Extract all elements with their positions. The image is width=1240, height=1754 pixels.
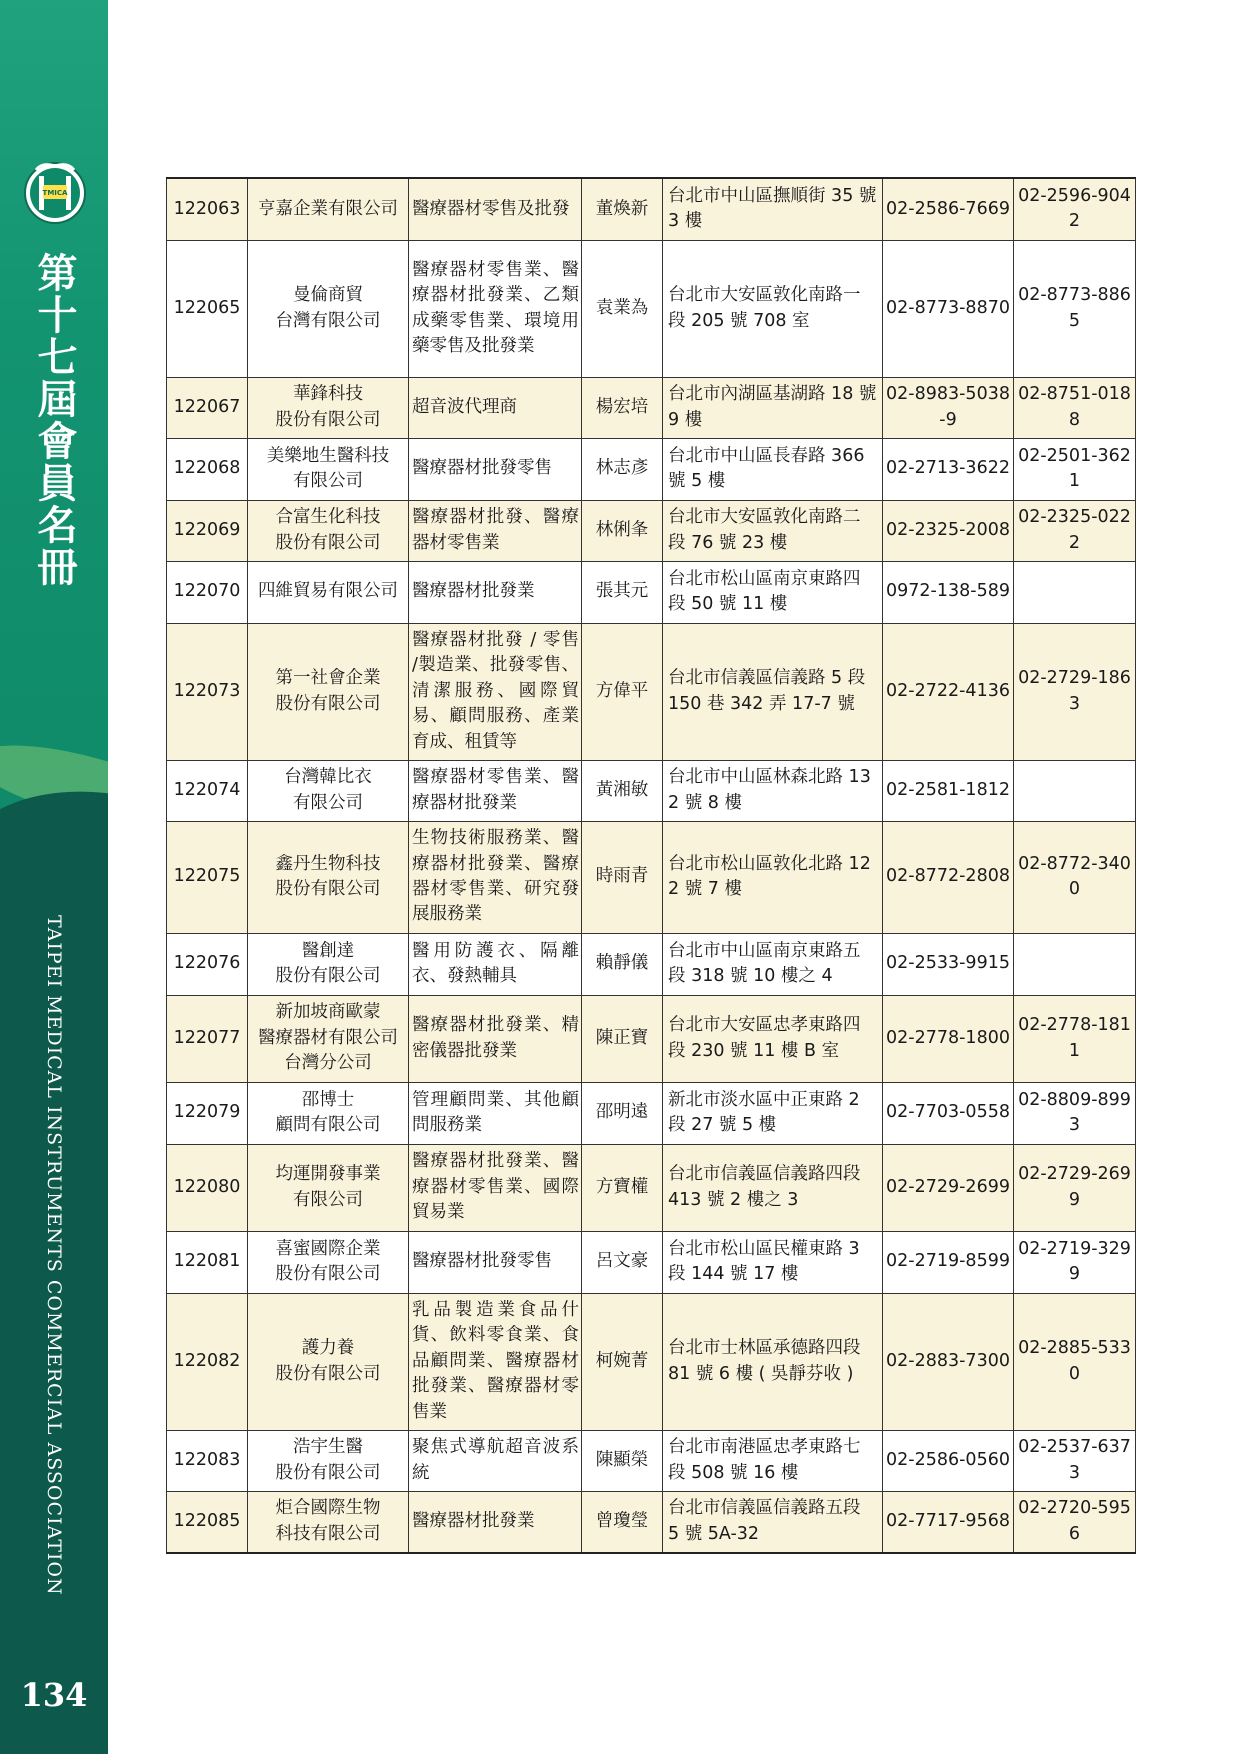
representative: 方偉平 [595,680,649,701]
member-id-cell [167,240,248,377]
fax-number: 02-2885-5330 [1018,1338,1131,1384]
address-cell [663,240,883,377]
roster-title: 第十七屆會員名冊 [31,252,78,588]
business-scope: 醫療器材批發業 [412,581,535,602]
fax-number-cell [1014,1231,1136,1293]
representative: 呂文豪 [595,1251,649,1272]
company-name-cell [248,623,409,760]
member-id-cell [167,178,248,240]
member-id-cell [167,933,248,995]
representative-cell [582,1231,663,1293]
phone-number: 02-8983-5038-9 [886,384,1010,430]
phone-number: 02-2586-7669 [886,198,1010,219]
phone-number: 02-2325-2008 [886,519,1010,540]
fax-number: 02-2501-3621 [1018,445,1131,491]
fax-number: 02-2325-0222 [1018,507,1131,553]
page-number: 134 [20,1676,88,1714]
business-scope-cell [409,995,582,1082]
company-name-cell [248,1491,409,1553]
business-scope: 超音波代理商 [412,396,517,417]
member-id: 122073 [173,680,241,701]
representative-cell [582,500,663,561]
member-id: 122074 [173,779,241,800]
company-name-cell [248,500,409,561]
member-id-cell [167,623,248,760]
phone-number-cell [883,377,1014,438]
fax-number: 02-2729-1863 [1018,668,1131,714]
business-scope: 醫療器材零售業、醫療器材批發業 [412,767,579,813]
fax-number-cell [1014,821,1136,933]
representative-cell [582,760,663,821]
table-row [167,1231,1136,1293]
representative: 賴靜儀 [595,953,649,974]
address: 台北市大安區敦化南路一段 205 號 708 室 [668,285,861,331]
business-scope-cell [409,1082,582,1144]
business-scope: 醫療器材批發、醫療器材零售業 [412,507,579,553]
address-cell [663,1293,883,1430]
phone-number: 02-7717-9568 [886,1511,1010,1532]
fax-number-cell [1014,623,1136,760]
fax-number: 02-8809-8993 [1018,1089,1131,1135]
phone-number: 02-2729-2699 [886,1176,1010,1197]
address-cell [663,623,883,760]
member-id-cell [167,1144,248,1231]
fax-number-cell [1014,240,1136,377]
fax-number-cell [1014,1082,1136,1144]
company-name-cell [248,1231,409,1293]
representative-cell [582,1491,663,1553]
member-id-cell [167,1231,248,1293]
member-rows [167,178,1136,1553]
business-scope-cell [409,178,582,240]
address-cell [663,760,883,821]
member-id-cell [167,995,248,1082]
business-scope-cell [409,1293,582,1430]
fax-number: 02-2537-6373 [1018,1437,1131,1483]
address: 台北市南港區忠孝東路七段 508 號 16 樓 [668,1437,861,1483]
member-id: 122069 [173,519,241,540]
member-id: 122075 [173,866,241,887]
company-name: 台灣韓比衣 有限公司 [284,767,372,813]
address-cell [663,561,883,623]
fax-number-cell [1014,500,1136,561]
phone-number-cell [883,1491,1014,1553]
fax-number-cell [1014,561,1136,623]
representative-cell [582,1144,663,1231]
member-id-cell [167,377,248,438]
address: 台北市松山區南京東路四段 50 號 11 樓 [668,568,861,614]
sidebar [0,0,108,1754]
address: 台北市中山區林森北路 132 號 8 樓 [668,767,871,813]
fax-number: 02-8772-3400 [1018,853,1131,899]
address-cell [663,1491,883,1553]
address: 台北市大安區忠孝東路四段 230 號 11 樓 B 室 [668,1015,861,1061]
company-name: 合富生化科技 股份有限公司 [275,507,381,553]
member-id-cell [167,821,248,933]
company-name-cell [248,438,409,500]
address: 台北市信義區信義路四段 413 號 2 樓之 3 [668,1164,861,1210]
member-id: 122079 [173,1102,241,1123]
member-id: 122081 [173,1251,241,1272]
business-scope-cell [409,623,582,760]
fax-number-cell [1014,760,1136,821]
phone-number: 0972-138-589 [886,581,1010,602]
phone-number: 02-7703-0558 [886,1102,1010,1123]
business-scope: 醫療器材批發業、精密儀器批發業 [412,1015,579,1061]
member-id: 122065 [173,297,241,318]
table-row [167,377,1136,438]
address: 台北市中山區長春路 366 號 5 樓 [668,445,865,491]
fax-number: 02-2719-3299 [1018,1238,1131,1284]
fax-number: 02-2596-9042 [1018,185,1131,232]
representative: 張其元 [595,581,649,602]
representative-cell [582,1430,663,1491]
address: 台北市中山區南京東路五段 318 號 10 樓之 4 [668,940,861,986]
phone-number: 02-2883-7300 [886,1350,1010,1371]
fax-number-cell [1014,438,1136,500]
company-name: 美樂地生醫科技 有限公司 [266,445,390,491]
company-name-cell [248,821,409,933]
fax-number: 02-2729-2699 [1018,1164,1131,1210]
address-cell [663,178,883,240]
representative: 董煥新 [595,198,649,219]
table-row [167,760,1136,821]
representative: 林俐夆 [595,519,649,540]
phone-number-cell [883,1293,1014,1430]
company-name: 醫創達 股份有限公司 [275,940,381,986]
fax-number: 02-2720-5956 [1018,1498,1131,1544]
address: 台北市松山區敦化北路 122 號 7 樓 [668,853,871,899]
company-name: 亨嘉企業有限公司 [258,198,398,219]
representative: 林志彥 [595,458,649,479]
member-id-cell [167,760,248,821]
address-cell [663,1430,883,1491]
table-row [167,1430,1136,1491]
fax-number: 02-8751-0188 [1018,384,1131,430]
company-name-cell [248,240,409,377]
phone-number-cell [883,995,1014,1082]
member-id-cell [167,438,248,500]
table-row [167,438,1136,500]
address: 台北市士林區承德路四段 81 號 6 樓 ( 吳靜芬收 ) [668,1338,861,1384]
representative: 楊宏培 [595,396,649,417]
representative-cell [582,1293,663,1430]
business-scope-cell [409,240,582,377]
phone-number: 02-2713-3622 [886,458,1010,479]
company-name-cell [248,760,409,821]
phone-number: 02-8772-2808 [886,866,1010,887]
business-scope-cell [409,821,582,933]
fax-number-cell [1014,995,1136,1082]
business-scope: 醫用防護衣、隔離衣、發熱輔具 [412,940,579,986]
company-name-cell [248,561,409,623]
business-scope: 醫療器材批發零售 [412,458,552,479]
business-scope-cell [409,1231,582,1293]
representative-cell [582,561,663,623]
table-row [167,1293,1136,1430]
fax-number-cell [1014,178,1136,240]
member-id-cell [167,561,248,623]
business-scope: 聚焦式導航超音波系統 [412,1437,579,1483]
phone-number: 02-2581-1812 [886,779,1010,800]
member-id: 122083 [173,1449,241,1470]
representative: 時雨青 [595,866,649,887]
company-name: 炬合國際生物 科技有限公司 [275,1498,381,1544]
member-id: 122076 [173,953,241,974]
member-id: 122063 [173,198,241,219]
table-row [167,623,1136,760]
fax-number-cell [1014,1293,1136,1430]
company-name-cell [248,1144,409,1231]
table-row [167,995,1136,1082]
fax-number-cell [1014,1491,1136,1553]
business-scope: 醫療器材零售及批發 [412,198,570,219]
business-scope: 管理顧問業、其他顧問服務業 [412,1089,579,1135]
business-scope: 醫療器材零售業、醫療器材批發業、乙類成藥零售業、環境用藥零售及批發業 [412,259,579,356]
phone-number-cell [883,760,1014,821]
table-row [167,1082,1136,1144]
company-name-cell [248,933,409,995]
table-row [167,821,1136,933]
phone-number: 02-2778-1800 [886,1027,1010,1048]
phone-number-cell [883,438,1014,500]
address: 台北市中山區撫順街 35 號 3 樓 [668,185,877,232]
address-cell [663,821,883,933]
member-id: 122068 [173,458,241,479]
business-scope-cell [409,438,582,500]
member-id-cell [167,1293,248,1430]
fax-number-cell [1014,377,1136,438]
phone-number-cell [883,623,1014,760]
business-scope: 生物技術服務業、醫療器材批發業、醫療器材零售業、研究發展服務業 [412,828,579,925]
representative: 袁業為 [595,297,649,318]
business-scope-cell [409,1491,582,1553]
address-cell [663,500,883,561]
business-scope-cell [409,377,582,438]
representative: 曾瓊瑩 [595,1511,649,1532]
address: 台北市信義區信義路五段 5 號 5A-32 [668,1498,861,1544]
member-id: 122070 [173,581,241,602]
phone-number-cell [883,933,1014,995]
address-cell [663,1144,883,1231]
company-name: 邵博士 顧問有限公司 [275,1089,381,1135]
fax-number-cell [1014,1144,1136,1231]
company-name: 喜蜜國際企業 股份有限公司 [275,1238,381,1284]
company-name: 鑫丹生物科技 股份有限公司 [275,853,381,899]
company-name-cell [248,1430,409,1491]
address: 台北市松山區民權東路 3 段 144 號 17 樓 [668,1238,860,1284]
representative: 邵明遠 [595,1102,649,1123]
representative-cell [582,1082,663,1144]
representative-cell [582,178,663,240]
association-logo-icon [22,158,88,228]
company-name: 均運開發事業 有限公司 [275,1164,381,1210]
representative: 陳顯榮 [595,1449,649,1470]
phone-number-cell [883,561,1014,623]
business-scope-cell [409,933,582,995]
table-row [167,561,1136,623]
company-name: 曼倫商貿 台灣有限公司 [275,285,381,331]
phone-number-cell [883,1144,1014,1231]
phone-number-cell [883,1231,1014,1293]
member-id: 122067 [173,396,241,417]
table-row [167,933,1136,995]
member-id: 122085 [173,1511,241,1532]
address: 台北市內湖區基湖路 18 號 9 樓 [668,384,877,430]
table-row [167,178,1136,240]
member-table [166,177,1136,1554]
table-row [167,500,1136,561]
representative: 陳正寶 [595,1027,649,1048]
address-cell [663,377,883,438]
company-name: 四維貿易有限公司 [258,581,398,602]
business-scope: 醫療器材批發零售 [412,1251,552,1272]
fax-number-cell [1014,933,1136,995]
member-id: 122080 [173,1176,241,1197]
business-scope: 醫療器材批發 / 零售 /製造業、批發零售、清潔服務、國際貿易、顧問服務、產業育成、租賃等 [412,630,579,752]
business-scope-cell [409,760,582,821]
fax-number: 02-8773-8865 [1018,285,1131,331]
representative: 方寶權 [595,1176,649,1197]
representative-cell [582,995,663,1082]
representative: 柯婉菁 [595,1350,649,1371]
member-id: 122077 [173,1027,241,1048]
business-scope: 醫療器材批發業 [412,1511,535,1532]
address: 台北市信義區信義路 5 段 150 巷 342 弄 17-7 號 [668,668,866,714]
company-name: 浩宇生醫 股份有限公司 [275,1437,381,1483]
member-id-cell [167,1491,248,1553]
representative-cell [582,438,663,500]
member-id-cell [167,1082,248,1144]
representative-cell [582,623,663,760]
phone-number-cell [883,821,1014,933]
address: 新北市淡水區中正東路 2 段 27 號 5 樓 [668,1089,860,1135]
company-name: 新加坡商歐蒙 醫療器材有限公司 台灣分公司 [258,1002,398,1074]
table-row [167,1144,1136,1231]
address-cell [663,1231,883,1293]
fax-number: 02-2778-1811 [1018,1015,1131,1061]
address: 台北市大安區敦化南路二段 76 號 23 樓 [668,507,861,553]
logo-text: TMICA [42,189,68,197]
company-name-cell [248,995,409,1082]
business-scope: 醫療器材批發業、醫療器材零售業、國際貿易業 [412,1151,579,1223]
business-scope-cell [409,1144,582,1231]
phone-number-cell [883,1430,1014,1491]
company-name-cell [248,1293,409,1430]
member-id-cell [167,1430,248,1491]
company-name: 護力養 股份有限公司 [275,1338,381,1384]
representative-cell [582,240,663,377]
company-name: 華鋒科技 股份有限公司 [275,384,381,430]
representative-cell [582,933,663,995]
company-name-cell [248,1082,409,1144]
business-scope-cell [409,561,582,623]
phone-number: 02-2722-4136 [886,680,1010,701]
address-cell [663,1082,883,1144]
company-name-cell [248,377,409,438]
company-name-cell [248,178,409,240]
phone-number: 02-2533-9915 [886,953,1010,974]
company-name: 第一社會企業 股份有限公司 [275,668,381,714]
phone-number-cell [883,240,1014,377]
address-cell [663,438,883,500]
association-name: TAIPEI MEDICAL INSTRUMENTS COMMERCIAL ASSOCIATION [43,915,65,1596]
address-cell [663,995,883,1082]
business-scope: 乳品製造業食品什貨、飲料零食業、食品顧問業、醫療器材批發業、醫療器材零售業 [412,1300,579,1422]
representative: 黃湘敏 [595,779,649,800]
member-id-cell [167,500,248,561]
phone-number-cell [883,178,1014,240]
phone-number: 02-8773-8870 [886,297,1010,318]
member-id: 122082 [173,1350,241,1371]
phone-number-cell [883,500,1014,561]
phone-number: 02-2719-8599 [886,1251,1010,1272]
business-scope-cell [409,1430,582,1491]
representative-cell [582,377,663,438]
table-row [167,240,1136,377]
business-scope-cell [409,500,582,561]
table-row [167,1491,1136,1553]
fax-number-cell [1014,1430,1136,1491]
representative-cell [582,821,663,933]
address-cell [663,933,883,995]
phone-number-cell [883,1082,1014,1144]
phone-number: 02-2586-0560 [886,1449,1010,1470]
